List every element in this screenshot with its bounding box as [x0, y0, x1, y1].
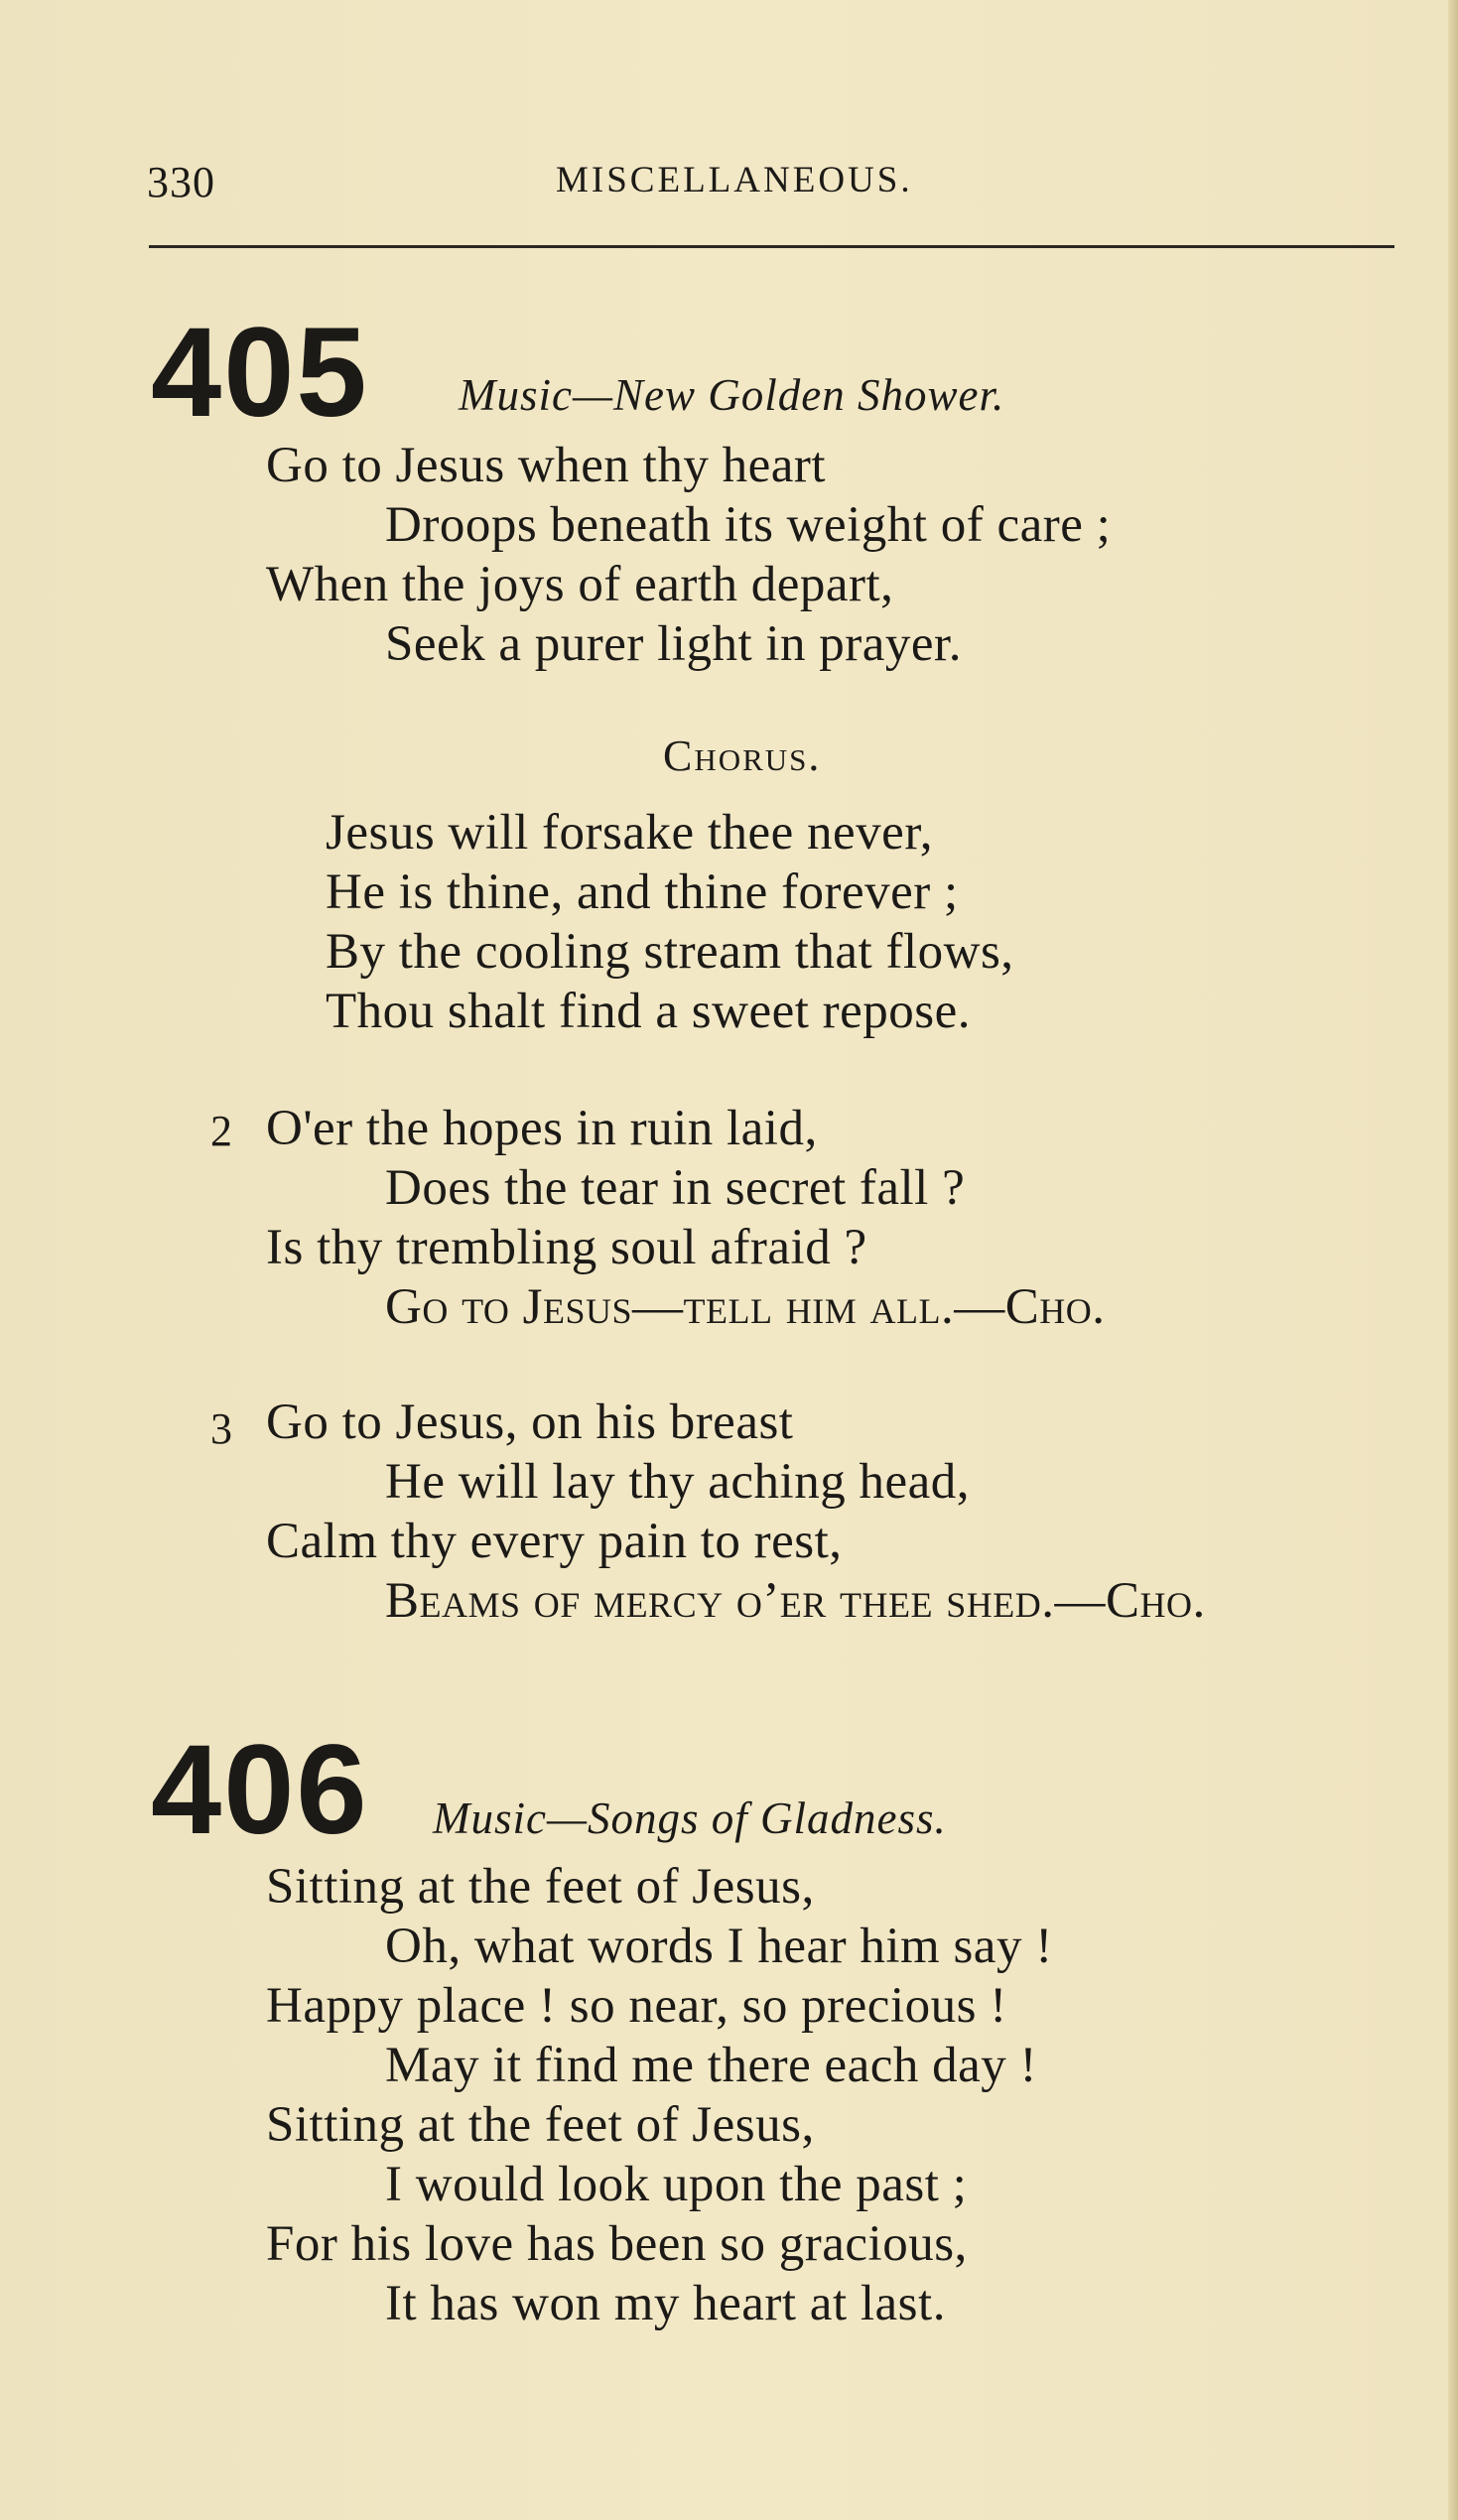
header-rule: [149, 245, 1394, 248]
hymn-405-tune: Music—New Golden Shower.: [459, 370, 1005, 420]
hymn-406-line: It has won my heart at last.: [385, 2276, 946, 2331]
hymn-405-line: Droops beneath its weight of care ;: [385, 497, 1112, 553]
hymn-406-line: I would look upon the past ;: [385, 2157, 968, 2212]
hymn-405-line: Does the tear in secret fall ?: [385, 1160, 966, 1216]
page-number: 330: [147, 158, 215, 206]
chorus-line: He is thine, and thine forever ;: [326, 864, 959, 920]
hymn-number-406: 406: [151, 1719, 369, 1861]
hymn-405-line: O'er the hopes in ruin laid,: [266, 1101, 818, 1156]
hymn-405-line: Go to Jesus—tell him all.—Cho.: [385, 1279, 1106, 1335]
hymn-406-line: May it find me there each day !: [385, 2038, 1037, 2093]
hymn-405-line: Beams of mercy o’er thee shed.—Cho.: [385, 1573, 1206, 1629]
hymn-406-line: Sitting at the feet of Jesus,: [266, 2097, 815, 2153]
verse-number: 2: [210, 1107, 232, 1155]
verse-number: 3: [210, 1404, 232, 1453]
hymn-405-line: Seek a purer light in prayer.: [385, 616, 962, 672]
chorus-heading: Chorus.: [663, 731, 822, 780]
hymn-406-line: Happy place ! so near, so precious !: [266, 1978, 1007, 2034]
hymn-405-line: Calm thy every pain to rest,: [266, 1514, 843, 1569]
hymn-405-line: Go to Jesus, on his breast: [266, 1394, 794, 1450]
hymn-406-line: For his love has been so gracious,: [266, 2216, 968, 2272]
hymn-number-405: 405: [151, 302, 369, 444]
hymn-405-line: Go to Jesus when thy heart: [266, 438, 826, 493]
chorus-line: By the cooling stream that flows,: [326, 924, 1014, 980]
hymn-406-tune: Music—Songs of Gladness.: [433, 1793, 947, 1843]
hymn-406-line: Oh, what words I hear him say !: [385, 1919, 1053, 1974]
page-edge: [1448, 0, 1458, 2520]
hymn-405-line: He will lay thy aching head,: [385, 1454, 970, 1510]
chorus-line: Jesus will forsake thee never,: [326, 805, 934, 861]
chorus-line: Thou shalt find a sweet repose.: [326, 984, 971, 1039]
hymn-406-line: Sitting at the feet of Jesus,: [266, 1859, 815, 1915]
hymn-405-line: Is thy trembling soul afraid ?: [266, 1220, 867, 1275]
hymn-405-line: When the joys of earth depart,: [266, 557, 894, 612]
running-header: MISCELLANEOUS.: [556, 160, 913, 200]
